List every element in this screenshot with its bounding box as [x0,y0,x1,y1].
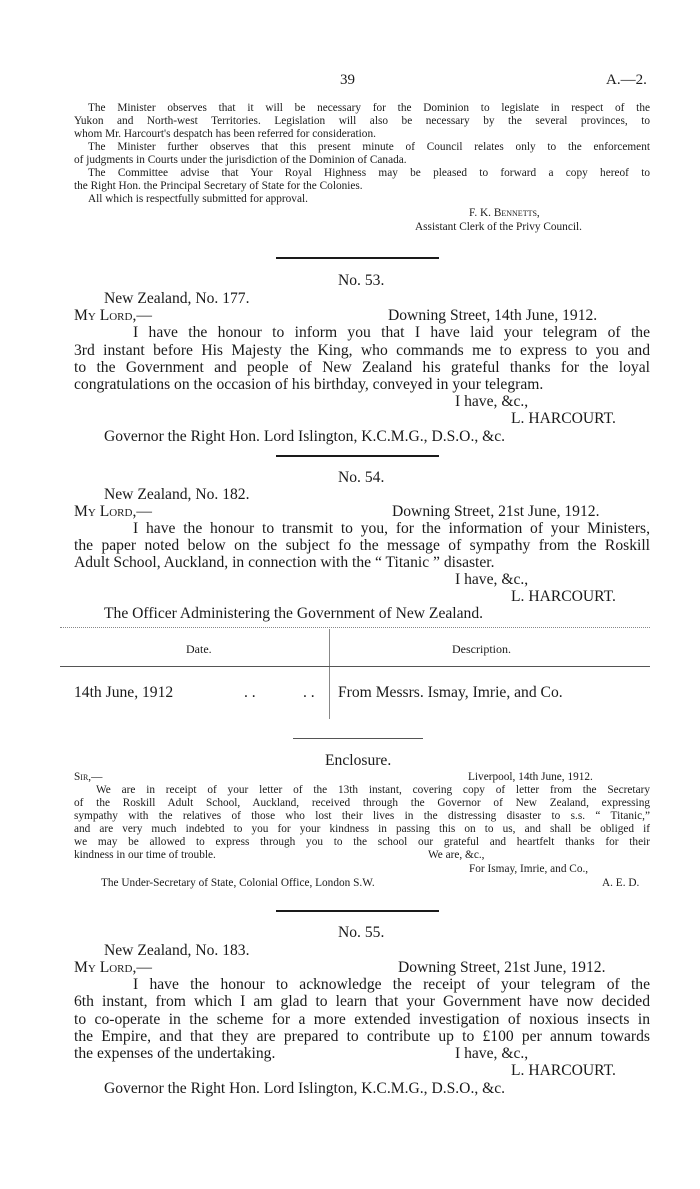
place-date: Downing Street, 21st June, 1912. [392,503,600,520]
minute-line: of judgments in Courts under the jurisdiction of the Dominion of Canada. [74,154,407,166]
minute-line: whom Mr. Harcourt's despatch has been referred for consideration. [74,128,376,140]
salutation: My Lord,— [74,959,152,976]
despatch-number: No. 53. [338,272,385,289]
section-divider [276,455,439,457]
salutation: My Lord,— [74,307,152,324]
body-line: the expenses of the undertaking. [74,1045,276,1062]
body-line: 6th instant, from which I am glad to learn that your Government have now decided [74,993,650,1010]
minute-line: The Minister observes that it will be necessary for the Dominion to legislate in respect of the [88,102,650,114]
signature: L. HARCOURT. [511,588,616,605]
salutation: My Lord,— [74,503,152,520]
body-line: I have the honour to inform you that I have laid your telegram of the [133,324,650,341]
section-divider [276,257,439,259]
table-cell-description: From Messrs. Ismay, Imrie, and Co. [338,684,563,701]
body-line: the Empire, and that they are prepared to contribute up to £100 per annum towards [74,1028,650,1045]
signature-name: F. K. Bennetts, [469,207,540,219]
signature-title: Assistant Clerk of the Privy Council. [415,221,582,233]
body-line: congratulations on the occasion of his birthday, conveyed in your telegram. [74,376,544,393]
body-line: sympathy with the relatives of those who lost their lives in the distressing disaster to s.s. “ Titanic,” [74,810,650,822]
closing: I have, &c., [455,1045,529,1062]
despatch-number: No. 54. [338,469,385,486]
addressee: Governor the Right Hon. Lord Islington, K.C.M.G., D.S.O., &c. [104,428,506,445]
place-date: Downing Street, 14th June, 1912. [388,307,598,324]
body-line: and are very much indebted to you for your kindness in passing this on to us, and shall be obliged if [74,823,650,835]
body-line: Adult School, Auckland, in connection with the “ Titanic ” disaster. [74,554,495,571]
place-date: Liverpool, 14th June, 1912. [468,771,593,783]
signatory: For Ismay, Imrie, and Co., [469,863,589,875]
table-header-description: Description. [452,642,511,656]
table-header-rule [60,666,650,667]
table-cell-leader: . . [303,684,315,701]
body-line: we may be allowed to express through you to the school our grateful and heartfelt thanks for their [74,836,650,848]
section-divider [276,910,439,912]
despatch-reference: New Zealand, No. 177. [104,290,250,307]
signature: L. HARCOURT. [511,1062,616,1079]
initials: A. E. D. [602,877,640,889]
table-cell-date: 14th June, 1912 [74,684,174,701]
body-line: of the Roskill Adult School, Auckland, received through the Governor of New Zealand, expressing [74,797,650,809]
minute-line: The Minister further observes that this present minute of Council relates only to the enforcement [88,141,650,153]
table-header-date: Date. [186,642,212,656]
table-cell-leader: . . [244,684,256,701]
document-reference: A.—2. [606,72,647,88]
minute-line: The Committee advise that Your Royal Highness may be pleased to forward a copy hereof to [88,167,650,179]
enclosure-title: Enclosure. [325,752,392,769]
section-divider [293,738,423,739]
body-line: the paper noted below on the subject fo the message of sympathy from the Roskill [74,537,650,554]
despatch-number: No. 55. [338,924,385,941]
body-line: kindness in our time of trouble. [74,849,216,861]
table-top-rule [60,627,650,628]
body-line: 3rd instant before His Majesty the King, who commands me to express to you and [74,342,650,359]
closing: I have, &c., [455,393,529,410]
body-line: to co-operate in the scheme for a more extended investigation of noxious insects in [74,1011,650,1028]
signature: L. HARCOURT. [511,410,616,427]
page-number: 39 [340,72,355,88]
body-line: I have the honour to transmit to you, for the information of your Ministers, [133,520,650,537]
minute-line: All which is respectfully submitted for approval. [88,193,308,205]
table-column-divider [329,629,330,719]
place-date: Downing Street, 21st June, 1912. [398,959,606,976]
body-line: I have the honour to acknowledge the receipt of your telegram of the [133,976,650,993]
despatch-reference: New Zealand, No. 183. [104,942,250,959]
body-line: We are in receipt of your letter of the 13th instant, covering copy of letter from the Secretary [96,784,650,796]
closing: I have, &c., [455,571,529,588]
body-line: to the Government and people of New Zealand his grateful thanks for the loyal [74,359,650,376]
addressee: The Officer Administering the Government of New Zealand. [104,605,484,622]
addressee: Governor the Right Hon. Lord Islington, K.C.M.G., D.S.O., &c. [104,1080,506,1097]
minute-line: Yukon and North-west Territories. Legislation will also be necessary by the several provinces, to [74,115,650,127]
minute-line: the Right Hon. the Principal Secretary of State for the Colonies. [74,180,363,192]
salutation: Sir,— [74,771,103,783]
despatch-reference: New Zealand, No. 182. [104,486,250,503]
addressee: The Under-Secretary of State, Colonial Office, London S.W. [101,877,375,889]
closing: We are, &c., [428,849,485,861]
